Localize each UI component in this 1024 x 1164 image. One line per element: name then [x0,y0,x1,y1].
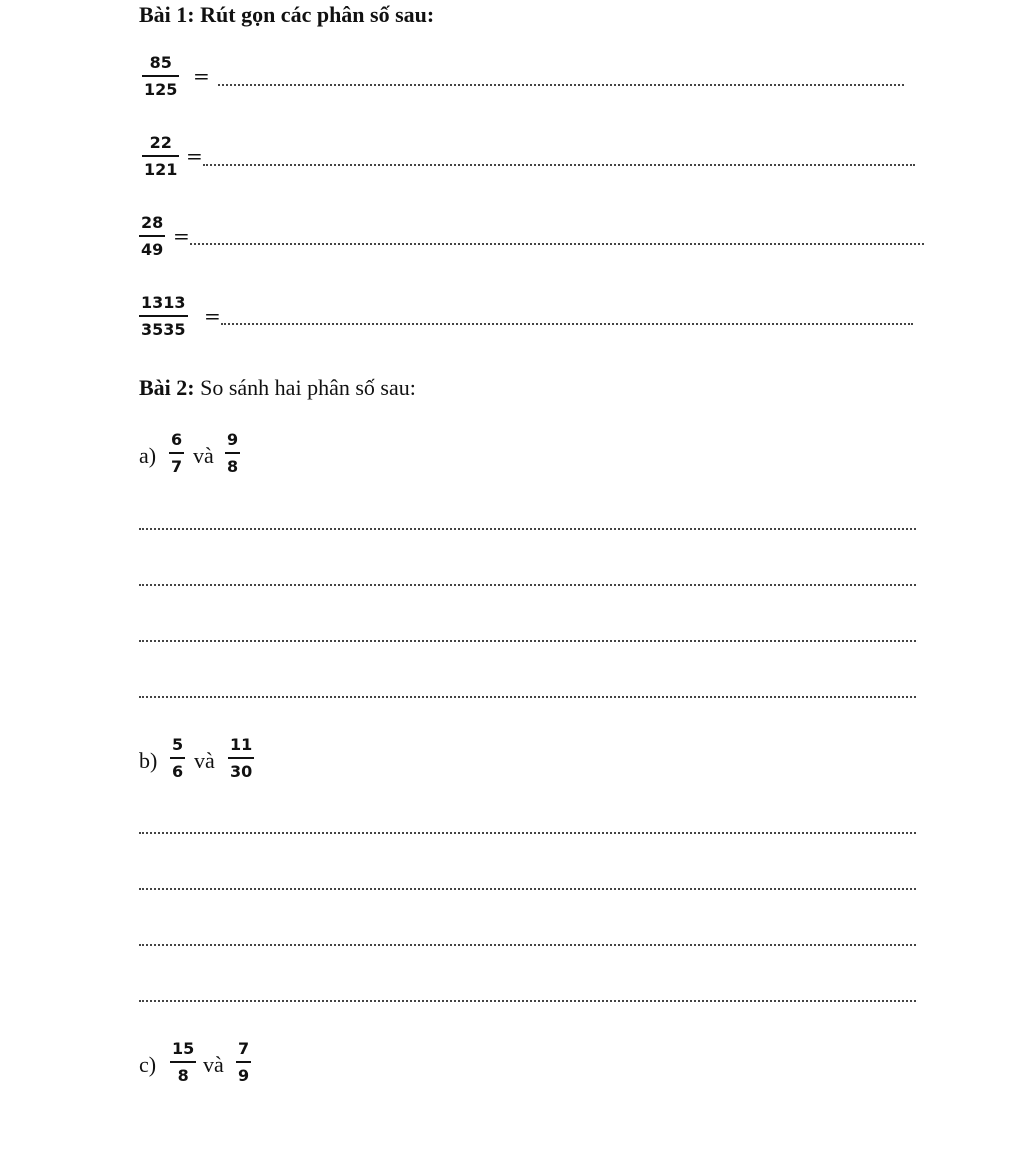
numerator: 28 [141,213,164,232]
fraction-9-8 [225,432,240,475]
fraction-15-8 [170,1041,196,1084]
numerator: 15 [172,1039,195,1058]
exercise-2-title: Bài 2: [139,375,195,400]
and-word: và [193,443,214,468]
answer-line-a-4[interactable] [139,696,916,698]
denominator: 49 [141,240,164,259]
denominator: 9 [238,1066,250,1085]
part-c-label: c) [139,1052,157,1077]
answer-line-b-1[interactable] [139,832,916,834]
equals-sign: = [173,224,190,248]
numerator: 11 [230,735,253,754]
fraction-7-9 [236,1041,251,1084]
answer-line-b-2[interactable] [139,888,916,890]
answer-line-a-1[interactable] [139,528,916,530]
numerator: 7 [238,1039,250,1058]
fraction-22-121 [142,135,179,178]
fraction-85-125 [142,55,179,98]
and-word: và [203,1052,224,1077]
denominator: 6 [172,762,184,781]
answer-line-b-4[interactable] [139,1000,916,1002]
equals-sign: = [193,64,210,88]
exercise-1-instruction: Rút gọn các phân số sau: [200,2,435,27]
answer-line-1[interactable] [218,84,904,86]
fraction-28-49 [139,215,165,258]
denominator: 3535 [141,320,186,339]
numerator: 1313 [141,293,186,312]
denominator: 121 [144,160,178,179]
numerator: 22 [149,133,172,152]
denominator: 8 [227,457,239,476]
numerator: 9 [227,430,239,449]
exercise-2-heading [139,377,416,399]
part-b-label: b) [139,748,158,773]
numerator: 85 [149,53,172,72]
equals-sign: = [186,144,203,168]
denominator: 8 [177,1066,189,1085]
exercise-2-instruction: So sánh hai phân số sau: [200,375,416,400]
answer-line-2[interactable] [203,164,915,166]
fraction-11-30 [228,737,254,780]
and-word: và [194,748,215,773]
fraction-6-7 [169,432,184,475]
exercise-1-title: Bài 1: [139,2,195,27]
denominator: 7 [171,457,183,476]
answer-line-a-2[interactable] [139,584,916,586]
answer-line-b-3[interactable] [139,944,916,946]
fraction-5-6 [170,737,185,780]
numerator: 6 [171,430,183,449]
answer-line-3[interactable] [190,243,924,245]
denominator: 30 [230,762,253,781]
answer-line-4[interactable] [221,323,913,325]
exercise-1-heading [139,4,434,26]
denominator: 125 [144,80,178,99]
equals-sign: = [204,304,221,328]
part-a-label: a) [139,443,157,468]
numerator: 5 [172,735,184,754]
answer-line-a-3[interactable] [139,640,916,642]
fraction-1313-3535 [139,295,188,338]
